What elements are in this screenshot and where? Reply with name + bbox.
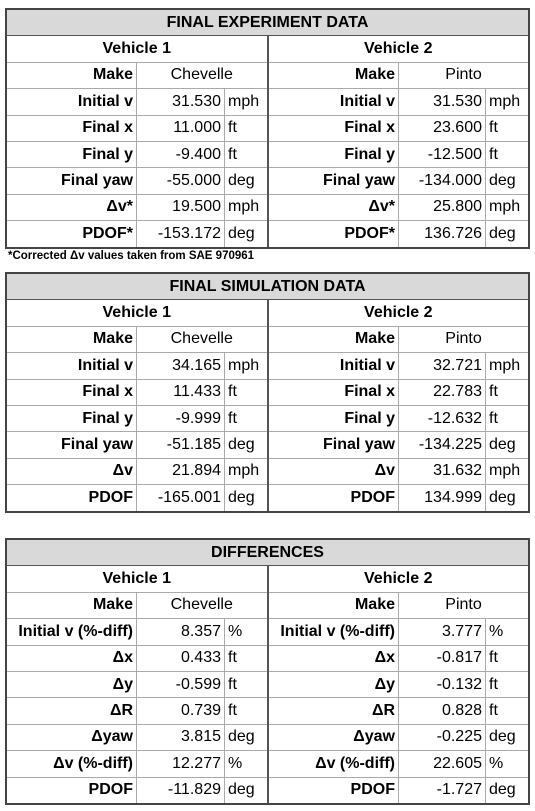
vehicle-2-label: Initial v xyxy=(268,89,399,115)
vehicle-2-label: Make xyxy=(268,326,399,352)
table-row xyxy=(7,89,529,115)
vehicle-2-unit: deg xyxy=(486,168,529,194)
table-title-row xyxy=(7,10,529,36)
vehicle-1-value: 19.500 xyxy=(137,194,225,220)
vehicle-2-value: -0.817 xyxy=(399,645,486,671)
table-title-row xyxy=(7,540,529,566)
table-row xyxy=(7,485,529,511)
vehicle-2-unit: ft xyxy=(486,379,529,405)
vehicle-2-value: -134.000 xyxy=(399,168,486,194)
vehicle-header-row xyxy=(7,566,529,592)
vehicle-1-label: Final y xyxy=(7,405,137,431)
vehicle-2-unit: ft xyxy=(486,698,529,724)
vehicle-1-header: Vehicle 1 xyxy=(7,36,268,62)
table-row xyxy=(7,115,529,141)
vehicle-1-header: Vehicle 1 xyxy=(7,566,268,592)
vehicle-1-value: 3.815 xyxy=(137,724,225,750)
vehicle-2-label: Final yaw xyxy=(268,168,399,194)
vehicle-1-value: -9.400 xyxy=(137,141,225,167)
vehicle-1-label: PDOF* xyxy=(7,221,137,247)
vehicle-1-value: 0.433 xyxy=(137,645,225,671)
vehicle-1-unit: deg xyxy=(225,168,268,194)
vehicle-1-unit: ft xyxy=(225,405,268,431)
vehicle-2-label: Δv xyxy=(268,458,399,484)
vehicle-2-value: -134.225 xyxy=(399,432,486,458)
vehicle-1-unit: mph xyxy=(225,353,268,379)
vehicle-2-unit: ft xyxy=(486,645,529,671)
vehicle-1-value: -51.185 xyxy=(137,432,225,458)
vehicle-1-make: Chevelle xyxy=(137,326,268,352)
vehicle-1-label: Initial v xyxy=(7,89,137,115)
vehicle-1-make: Chevelle xyxy=(137,592,268,618)
vehicle-2-value: 31.530 xyxy=(399,89,486,115)
vehicle-1-label: Initial v (%-diff) xyxy=(7,619,137,645)
vehicle-2-value: 25.800 xyxy=(399,194,486,220)
vehicle-2-unit: ft xyxy=(486,141,529,167)
vehicle-2-label: Final y xyxy=(268,141,399,167)
vehicle-2-unit: ft xyxy=(486,671,529,697)
table-row xyxy=(7,751,529,777)
table-row xyxy=(7,724,529,750)
vehicle-1-unit: ft xyxy=(225,379,268,405)
vehicle-1-value: 34.165 xyxy=(137,353,225,379)
table-title: DIFFERENCES xyxy=(7,540,529,566)
table-title: FINAL SIMULATION DATA xyxy=(7,274,529,300)
vehicle-2-value: -12.500 xyxy=(399,141,486,167)
table-row xyxy=(7,379,529,405)
vehicle-1-label: Initial v xyxy=(7,353,137,379)
table-row xyxy=(7,671,529,697)
vehicle-2-unit: % xyxy=(486,619,529,645)
vehicle-1-value: -165.001 xyxy=(137,485,225,511)
vehicle-2-value: 3.777 xyxy=(399,619,486,645)
footnote: *Corrected Δv values taken from SAE 970961 xyxy=(8,250,255,262)
vehicle-2-unit: mph xyxy=(486,353,529,379)
vehicle-2-label: Make xyxy=(268,62,399,88)
vehicle-1-label: PDOF xyxy=(7,485,137,511)
vehicle-2-unit: deg xyxy=(486,432,529,458)
vehicle-2-unit: ft xyxy=(486,115,529,141)
vehicle-2-make: Pinto xyxy=(399,592,529,618)
vehicle-1-value: -9.999 xyxy=(137,405,225,431)
table-row xyxy=(7,62,529,88)
vehicle-1-label: Δv* xyxy=(7,194,137,220)
vehicle-1-label: Δx xyxy=(7,645,137,671)
vehicle-2-value: -12.632 xyxy=(399,405,486,431)
table-row xyxy=(7,326,529,352)
vehicle-2-value: -0.225 xyxy=(399,724,486,750)
vehicle-2-label: Δv (%-diff) xyxy=(268,751,399,777)
vehicle-2-unit: deg xyxy=(486,485,529,511)
vehicle-2-label: Make xyxy=(268,592,399,618)
vehicle-1-value: 11.433 xyxy=(137,379,225,405)
vehicle-2-header: Vehicle 2 xyxy=(268,300,529,326)
vehicle-1-unit: mph xyxy=(225,89,268,115)
table-row xyxy=(7,458,529,484)
table-row xyxy=(7,221,529,247)
vehicle-1-unit: ft xyxy=(225,141,268,167)
vehicle-1-value: -153.172 xyxy=(137,221,225,247)
vehicle-1-label: Make xyxy=(7,326,137,352)
differences-table xyxy=(6,539,529,804)
table-row xyxy=(7,698,529,724)
vehicle-2-label: Δy xyxy=(268,671,399,697)
vehicle-2-header: Vehicle 2 xyxy=(268,566,529,592)
vehicle-2-value: -1.727 xyxy=(399,777,486,803)
vehicle-1-unit: mph xyxy=(225,458,268,484)
table-row xyxy=(7,194,529,220)
vehicle-1-unit: ft xyxy=(225,645,268,671)
vehicle-1-unit: ft xyxy=(225,698,268,724)
vehicle-2-value: 22.783 xyxy=(399,379,486,405)
table-row xyxy=(7,353,529,379)
vehicle-2-label: Δv* xyxy=(268,194,399,220)
vehicle-1-label: Δy xyxy=(7,671,137,697)
table-title: FINAL EXPERIMENT DATA xyxy=(7,10,529,36)
vehicle-2-value: 22.605 xyxy=(399,751,486,777)
vehicle-2-value: 134.999 xyxy=(399,485,486,511)
vehicle-1-value: 11.000 xyxy=(137,115,225,141)
vehicle-2-unit: mph xyxy=(486,194,529,220)
table-row xyxy=(7,432,529,458)
vehicle-1-label: Δyaw xyxy=(7,724,137,750)
table-row xyxy=(7,619,529,645)
vehicle-1-value: -11.829 xyxy=(137,777,225,803)
vehicle-2-label: PDOF* xyxy=(268,221,399,247)
vehicle-1-unit: deg xyxy=(225,724,268,750)
vehicle-header-row xyxy=(7,36,529,62)
vehicle-2-label: Δyaw xyxy=(268,724,399,750)
vehicle-2-label: Final yaw xyxy=(268,432,399,458)
vehicle-2-header: Vehicle 2 xyxy=(268,36,529,62)
table-row xyxy=(7,141,529,167)
vehicle-2-label: Initial v (%-diff) xyxy=(268,619,399,645)
vehicle-1-label: Δv xyxy=(7,458,137,484)
vehicle-1-label: Make xyxy=(7,62,137,88)
vehicle-1-label: PDOF xyxy=(7,777,137,803)
vehicle-1-unit: ft xyxy=(225,671,268,697)
vehicle-1-label: Make xyxy=(7,592,137,618)
vehicle-header-row xyxy=(7,300,529,326)
vehicle-2-value: 31.632 xyxy=(399,458,486,484)
vehicle-1-value: 12.277 xyxy=(137,751,225,777)
vehicle-1-unit: deg xyxy=(225,221,268,247)
experiment-table xyxy=(6,9,529,248)
vehicle-2-unit: mph xyxy=(486,89,529,115)
vehicle-1-header: Vehicle 1 xyxy=(7,300,268,326)
vehicle-1-value: 31.530 xyxy=(137,89,225,115)
vehicle-1-label: Final yaw xyxy=(7,168,137,194)
vehicle-2-label: PDOF xyxy=(268,777,399,803)
vehicle-2-unit: ft xyxy=(486,405,529,431)
vehicle-1-value: 8.357 xyxy=(137,619,225,645)
vehicle-2-make: Pinto xyxy=(399,62,529,88)
table-row xyxy=(7,405,529,431)
vehicle-2-unit: mph xyxy=(486,458,529,484)
vehicle-1-label: Final x xyxy=(7,379,137,405)
vehicle-1-unit: ft xyxy=(225,115,268,141)
vehicle-2-label: Final x xyxy=(268,379,399,405)
vehicle-1-value: 0.739 xyxy=(137,698,225,724)
table-row xyxy=(7,645,529,671)
vehicle-2-label: Final y xyxy=(268,405,399,431)
vehicle-2-value: 32.721 xyxy=(399,353,486,379)
simulation-table xyxy=(6,273,529,512)
vehicle-1-value: 21.894 xyxy=(137,458,225,484)
vehicle-1-label: Final yaw xyxy=(7,432,137,458)
vehicle-1-unit: deg xyxy=(225,485,268,511)
vehicle-1-unit: mph xyxy=(225,194,268,220)
vehicle-2-label: Final x xyxy=(268,115,399,141)
table-row xyxy=(7,777,529,803)
vehicle-1-label: Δv (%-diff) xyxy=(7,751,137,777)
vehicle-1-unit: % xyxy=(225,619,268,645)
vehicle-2-unit: % xyxy=(486,751,529,777)
vehicle-1-label: Final x xyxy=(7,115,137,141)
vehicle-2-label: Δx xyxy=(268,645,399,671)
table-title-row xyxy=(7,274,529,300)
table-row xyxy=(7,168,529,194)
vehicle-1-unit: deg xyxy=(225,432,268,458)
vehicle-1-value: -0.599 xyxy=(137,671,225,697)
vehicle-2-label: Initial v xyxy=(268,353,399,379)
vehicle-2-value: 0.828 xyxy=(399,698,486,724)
vehicle-2-make: Pinto xyxy=(399,326,529,352)
vehicle-1-label: ΔR xyxy=(7,698,137,724)
table-row xyxy=(7,592,529,618)
vehicle-2-value: 136.726 xyxy=(399,221,486,247)
vehicle-2-unit: deg xyxy=(486,724,529,750)
vehicle-2-value: 23.600 xyxy=(399,115,486,141)
vehicle-2-label: ΔR xyxy=(268,698,399,724)
vehicle-1-unit: % xyxy=(225,751,268,777)
vehicle-1-make: Chevelle xyxy=(137,62,268,88)
vehicle-2-unit: deg xyxy=(486,221,529,247)
vehicle-2-unit: deg xyxy=(486,777,529,803)
vehicle-2-label: PDOF xyxy=(268,485,399,511)
vehicle-2-value: -0.132 xyxy=(399,671,486,697)
vehicle-1-value: -55.000 xyxy=(137,168,225,194)
vehicle-1-label: Final y xyxy=(7,141,137,167)
vehicle-1-unit: deg xyxy=(225,777,268,803)
